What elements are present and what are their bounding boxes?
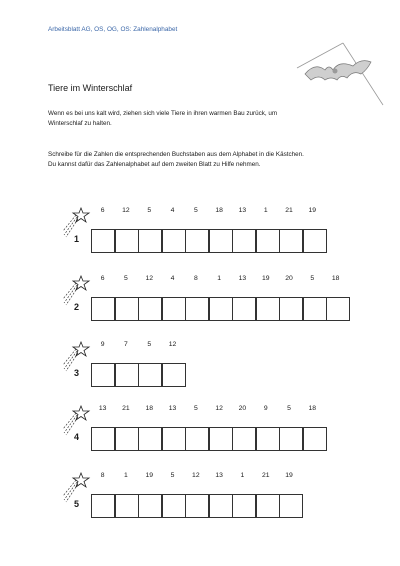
code-number: 19 bbox=[145, 472, 154, 479]
answer-box[interactable] bbox=[256, 229, 280, 253]
code-number: 5 bbox=[310, 275, 315, 282]
answer-box-row bbox=[91, 229, 326, 253]
instruction-line: Du kannst dafür das Zahlenalphabet auf dem zweiten Blatt zu Hilfe nehmen. bbox=[48, 161, 261, 168]
answer-box[interactable] bbox=[162, 427, 186, 451]
code-number: 4 bbox=[170, 207, 175, 214]
answer-box[interactable] bbox=[326, 297, 350, 321]
answer-box[interactable] bbox=[279, 427, 303, 451]
answer-box[interactable] bbox=[256, 427, 280, 451]
answer-box-row bbox=[91, 363, 185, 387]
exercise-number: 4 bbox=[74, 432, 80, 442]
answer-box[interactable] bbox=[303, 427, 327, 451]
answer-box[interactable] bbox=[91, 494, 115, 518]
answer-box-row bbox=[91, 494, 303, 518]
code-number: 13 bbox=[168, 405, 177, 412]
exercise-number: 2 bbox=[74, 302, 80, 312]
answer-box[interactable] bbox=[115, 494, 139, 518]
answer-box[interactable] bbox=[303, 297, 327, 321]
answer-box[interactable] bbox=[91, 297, 115, 321]
code-number: 1 bbox=[240, 472, 245, 479]
answer-box[interactable] bbox=[232, 297, 256, 321]
code-number: 12 bbox=[192, 472, 200, 479]
code-number: 6 bbox=[100, 275, 105, 282]
code-number: 13 bbox=[238, 207, 247, 214]
answer-box[interactable] bbox=[279, 229, 303, 253]
code-number: 19 bbox=[261, 275, 270, 282]
code-number: 12 bbox=[145, 275, 154, 282]
answer-box[interactable] bbox=[162, 494, 186, 518]
answer-box[interactable] bbox=[185, 229, 209, 253]
answer-box[interactable] bbox=[232, 494, 256, 518]
number-row bbox=[91, 472, 301, 479]
answer-box[interactable] bbox=[303, 229, 327, 253]
answer-box[interactable] bbox=[279, 494, 303, 518]
code-number: 19 bbox=[308, 207, 317, 214]
number-row bbox=[91, 341, 184, 348]
number-row bbox=[91, 405, 324, 412]
answer-box[interactable] bbox=[279, 297, 303, 321]
code-number: 5 bbox=[147, 207, 152, 214]
instruction-line: Schreibe für die Zahlen die entsprechenden Buchstaben aus dem Alphabet in die Kästchen. bbox=[48, 151, 304, 158]
code-number: 21 bbox=[261, 472, 270, 479]
answer-box[interactable] bbox=[185, 494, 209, 518]
code-number: 1 bbox=[124, 472, 128, 479]
code-number: 18 bbox=[145, 405, 154, 412]
answer-box[interactable] bbox=[232, 427, 256, 451]
intro-line: Winterschlaf zu halten. bbox=[48, 120, 112, 127]
code-number: 5 bbox=[170, 472, 175, 479]
bat-icon bbox=[295, 40, 385, 110]
number-row bbox=[91, 275, 347, 282]
code-number: 9 bbox=[100, 341, 105, 348]
answer-box[interactable] bbox=[138, 363, 162, 387]
code-number: 8 bbox=[193, 275, 198, 282]
answer-box[interactable] bbox=[209, 494, 233, 518]
answer-box[interactable] bbox=[209, 427, 233, 451]
answer-box[interactable] bbox=[115, 297, 139, 321]
exercise-number: 3 bbox=[74, 368, 80, 378]
answer-box[interactable] bbox=[185, 297, 209, 321]
answer-box-row bbox=[91, 297, 350, 321]
code-number: 18 bbox=[215, 207, 223, 214]
exercise-number: 5 bbox=[74, 499, 80, 509]
code-number: 19 bbox=[285, 472, 293, 479]
page-title: Tiere im Winterschlaf bbox=[48, 83, 133, 93]
code-number: 21 bbox=[285, 207, 293, 214]
code-number: 6 bbox=[100, 207, 105, 214]
code-number: 7 bbox=[124, 341, 128, 348]
code-number: 1 bbox=[263, 207, 268, 214]
answer-box[interactable] bbox=[91, 363, 115, 387]
answer-box[interactable] bbox=[115, 229, 139, 253]
number-row bbox=[91, 207, 324, 214]
worksheet-header: Arbeitsblatt AG, OS, OG, OS: Zahlenalphabet bbox=[48, 26, 178, 33]
answer-box[interactable] bbox=[138, 229, 162, 253]
answer-box[interactable] bbox=[185, 427, 209, 451]
intro-text bbox=[48, 109, 358, 129]
code-number: 9 bbox=[263, 405, 268, 412]
answer-box[interactable] bbox=[209, 229, 233, 253]
code-number: 5 bbox=[193, 405, 198, 412]
intro-line: Wenn es bei uns kalt wird, ziehen sich viele Tiere in ihren warmen Bau zurück, um bbox=[48, 110, 278, 117]
answer-box-row bbox=[91, 427, 326, 451]
answer-box[interactable] bbox=[232, 229, 256, 253]
code-number: 21 bbox=[122, 405, 130, 412]
code-number: 5 bbox=[193, 207, 198, 214]
exercise-number: 1 bbox=[74, 234, 80, 244]
answer-box[interactable] bbox=[162, 229, 186, 253]
answer-box[interactable] bbox=[115, 427, 139, 451]
code-number: 13 bbox=[215, 472, 223, 479]
code-number: 13 bbox=[238, 275, 247, 282]
code-number: 12 bbox=[215, 405, 223, 412]
code-number: 5 bbox=[287, 405, 291, 412]
answer-box[interactable] bbox=[162, 363, 186, 387]
code-number: 18 bbox=[308, 405, 317, 412]
code-number: 18 bbox=[331, 275, 340, 282]
answer-box[interactable] bbox=[256, 494, 280, 518]
code-number: 5 bbox=[147, 341, 152, 348]
answer-box[interactable] bbox=[138, 494, 162, 518]
code-number: 1 bbox=[217, 275, 222, 282]
answer-box[interactable] bbox=[256, 297, 280, 321]
instruction-text bbox=[48, 150, 358, 170]
answer-box[interactable] bbox=[209, 297, 233, 321]
answer-box[interactable] bbox=[138, 427, 162, 451]
answer-box[interactable] bbox=[91, 427, 115, 451]
code-number: 20 bbox=[285, 275, 293, 282]
code-number: 5 bbox=[124, 275, 128, 282]
code-number: 12 bbox=[122, 207, 130, 214]
code-number: 13 bbox=[98, 405, 107, 412]
answer-box[interactable] bbox=[91, 229, 115, 253]
code-number: 8 bbox=[100, 472, 105, 479]
code-number: 4 bbox=[170, 275, 175, 282]
code-number: 20 bbox=[238, 405, 247, 412]
answer-box[interactable] bbox=[138, 297, 162, 321]
answer-box[interactable] bbox=[162, 297, 186, 321]
code-number: 12 bbox=[168, 341, 177, 348]
answer-box[interactable] bbox=[115, 363, 139, 387]
